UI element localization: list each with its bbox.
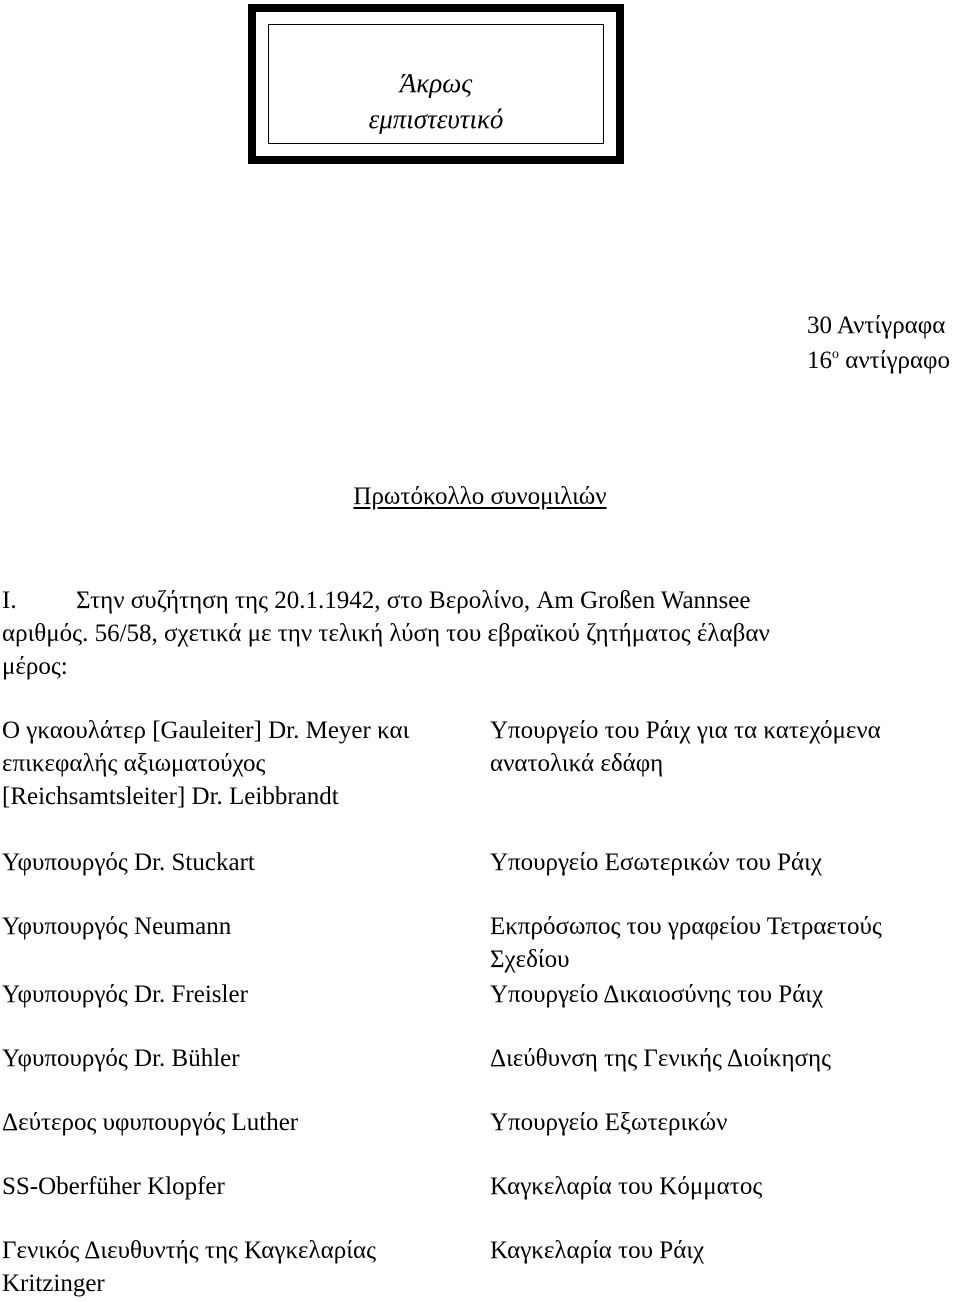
section-numeral: I. (2, 587, 17, 614)
participant-name-line: Δεύτερος υφυπουργός Luther (2, 1109, 299, 1136)
participant-name (2, 1170, 472, 1203)
participant-name-line: Υφυπουργός Dr. Freisler (2, 981, 248, 1008)
copy-number (807, 343, 950, 378)
participant-office (490, 1106, 960, 1139)
participant-office-line: Υπουργείο του Ράιχ για τα κατεχόμενα (490, 717, 881, 744)
participant-name (2, 978, 472, 1011)
participant-office (490, 910, 960, 976)
participant-office-line: Καγκελαρία του Ράιχ (490, 1237, 705, 1264)
participant-name-line: Υφυπουργός Neumann (2, 913, 232, 940)
participant-office (490, 1234, 960, 1267)
participant-office (490, 846, 960, 879)
copies-count: 30 Αντίγραφα (807, 312, 946, 339)
participant-office-line: Υπουργείο Εξωτερικών (490, 1109, 728, 1136)
participant-name-line: Υφυπουργός Dr. Bühler (2, 1045, 240, 1072)
participant-name (2, 1234, 472, 1300)
document-title: Πρωτόκολλο συνομιλιών (353, 483, 607, 510)
stamp-line-2: εμπιστευτικό (368, 104, 504, 134)
participant-name-line: SS-Oberfüher Klopfer (2, 1173, 225, 1200)
participant-office-line: ανατολικά εδάφη (490, 750, 664, 777)
intro-paragraph (2, 584, 952, 683)
participant-name (2, 846, 472, 879)
stamp-text (256, 65, 616, 137)
participant-name-line: [Reichsamtsleiter] Dr. Leibbrandt (2, 783, 339, 810)
participant-office (490, 978, 960, 1011)
participant-office-line: Εκπρόσωπος του γραφείου Τετραετούς (490, 913, 882, 940)
intro-line-1 (2, 584, 952, 617)
participant-office (490, 1170, 960, 1203)
participant-name (2, 1042, 472, 1075)
participant-name (2, 1106, 472, 1139)
participant-office-line: Διεύθυνση της Γενικής Διοίκησης (490, 1045, 831, 1072)
confidential-stamp (248, 4, 624, 164)
copy-number-ordinal: ο (832, 347, 840, 362)
participant-name (2, 910, 472, 943)
intro-line-2: αριθμός. 56/58, σχετικά με την τελική λύση του εβραϊκού ζητήματος έλαβαν (2, 620, 770, 647)
participant-name-line: επικεφαλής αξιωματούχος (2, 750, 266, 777)
participant-name-line: Γενικός Διευθυντής της Καγκελαρίας (2, 1237, 376, 1264)
intro-line-3: μέρος: (2, 653, 68, 680)
intro-line-1-text: Στην συζήτηση της 20.1.1942, στο Βερολίνο, Am Großen Wannsee (76, 587, 751, 614)
participant-name-line: Kritzinger (2, 1270, 105, 1297)
participant-office (490, 714, 960, 780)
participant-name-line: Υφυπουργός Dr. Stuckart (2, 849, 255, 876)
copies-note (807, 308, 950, 378)
participant-office-line: Σχεδίου (490, 946, 570, 973)
participant-office-line: Υπουργείο Εσωτερικών του Ράιχ (490, 849, 822, 876)
copy-number-label: αντίγραφο (839, 347, 950, 374)
participant-name (2, 714, 472, 813)
participant-office-line: Υπουργείο Δικαιοσύνης του Ράιχ (490, 981, 824, 1008)
participant-name-line: Ο γκαουλάτερ [Gauleiter] Dr. Meyer και (2, 717, 410, 744)
stamp-line-1: Άκρως (399, 68, 473, 98)
participant-office (490, 1042, 960, 1075)
participant-office-line: Καγκελαρία του Κόμματος (490, 1173, 763, 1200)
copy-number-value: 16 (807, 347, 833, 374)
